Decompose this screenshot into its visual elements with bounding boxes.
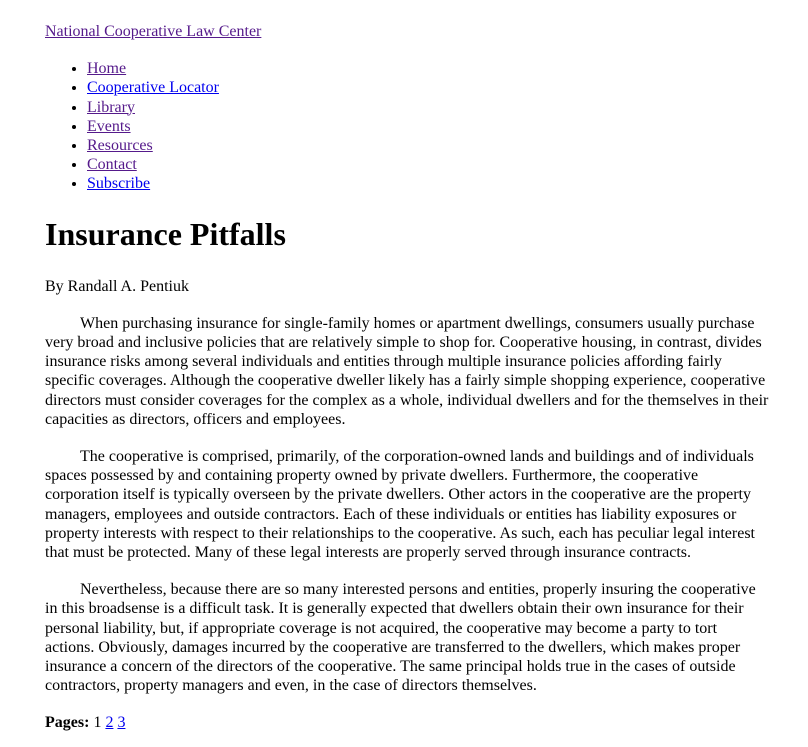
paragraph-line: directors must consider coverages for the complex as a whole, individual dwellers and for the themselves in their [45,391,769,409]
pagination-label: Pages: [45,714,90,732]
paragraph-line: property interests with respect to their relationships to the cooperative. As such, each has peculiar legal interest [45,524,755,542]
pagination-current-page: 1 [93,714,102,732]
paragraph-line: managers, employees and outside contractors. Each of these individuals or entities has liability exposures or [45,505,737,523]
nav-link-contact[interactable]: Contact [87,156,137,174]
nav-item-subscribe [87,174,808,193]
paragraph-line: insurance risks among several individuals and entities through multiple insurance policies affording fairly [45,353,722,371]
nav-item-events [87,117,808,136]
paragraph-line: contractors, property managers and even, in the case of directors themselves. [45,677,537,695]
nav-link-cooperative-locator[interactable]: Cooperative Locator [87,79,219,97]
pagination-link-page-3[interactable]: 3 [117,714,126,732]
paragraph-line: Nevertheless, because there are so many interested persons and entities, properly insuring the cooperative [80,581,756,599]
nav-link-library[interactable]: Library [87,98,135,116]
paragraph-line: in this broadsense is a difficult task. It is generally expected that dwellers obtain their own insurance for their [45,600,744,618]
page-content [45,22,808,733]
nav-item-resources [87,136,808,155]
paragraph-line: personal liability, but, if appropriate coverage is not acquired, the cooperative may become a party to tort [45,619,718,637]
paragraph-line: that must be protected. Many of these legal interests are properly served through insurance contracts. [45,544,691,562]
paragraph-line: very broad and inclusive policies that are relatively simple to shop for. Cooperative housing, in contrast, divides [45,334,762,352]
article-title: Insurance Pitfalls [45,215,286,252]
article-paragraph-2 [45,447,808,562]
paragraph-line: corporation itself is typically overseen by the private dwellers. Other actors in the cooperative are the property [45,486,751,504]
site-title-link[interactable]: National Cooperative Law Center [45,23,262,40]
article-paragraph-3 [45,580,808,695]
main-nav [45,59,808,193]
paragraph-line: specific coverages. Although the cooperative dweller likely has a fairly simple shopping experience, cooperative [45,372,766,390]
nav-link-home[interactable]: Home [87,60,127,78]
nav-item-cooperative-locator [87,78,808,97]
nav-item-home [87,59,808,78]
nav-link-resources[interactable]: Resources [87,137,153,155]
nav-link-events[interactable]: Events [87,117,131,135]
paragraph-line: capacities as directors, officers and employees. [45,410,346,428]
paragraph-line: spaces possessed by and containing property owned by private dwellers. Furthermore, the cooperative [45,467,699,485]
paragraph-line: The cooperative is comprised, primarily, of the corporation-owned lands and buildings and of individuals [80,448,754,466]
article-byline: By Randall A. Pentiuk [45,277,189,295]
nav-item-contact [87,155,808,174]
nav-item-library [87,98,808,117]
article-paragraph-1 [45,314,808,429]
paragraph-line: When purchasing insurance for single-family homes or apartment dwellings, consumers usually purchase [80,314,755,332]
pagination [45,713,808,732]
nav-link-subscribe[interactable]: Subscribe [87,175,151,193]
pagination-link-page-2[interactable]: 2 [105,714,114,732]
paragraph-line: insurance a concern of the directors of the cooperative. The same principal holds true in the cases of outside [45,658,736,676]
paragraph-line: actions. Obviously, damages incurred by the cooperative are transferred to the dwellers, which makes proper [45,638,741,656]
